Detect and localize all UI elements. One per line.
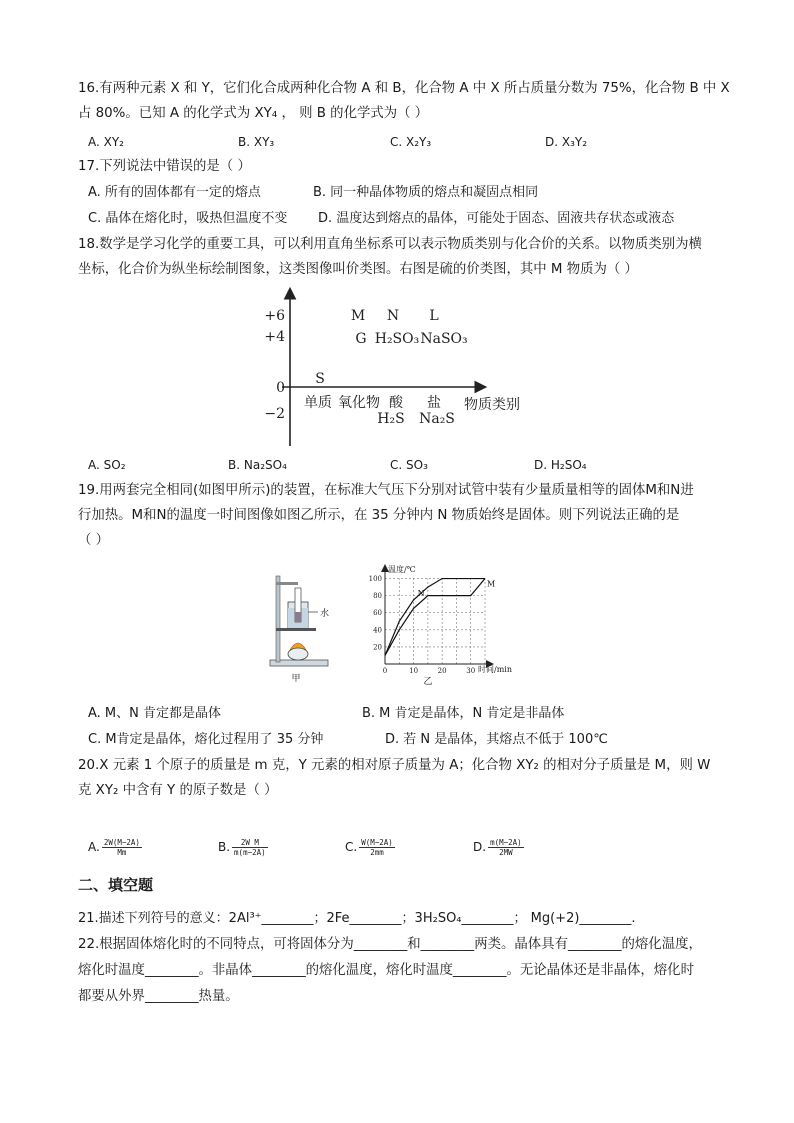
temperature-time-chart xyxy=(360,560,530,688)
x-tick-label: 0 xyxy=(382,667,388,675)
y-tick-plus4: +4 xyxy=(264,329,285,345)
q16-option-b: B. XY₃ xyxy=(238,135,275,149)
x-cat-acid: 酸 xyxy=(389,395,403,411)
chart-ylabel: 温度/℃ xyxy=(388,565,416,574)
y-tick-label: 60 xyxy=(373,609,382,618)
series-line-N xyxy=(385,579,485,656)
sulfur-valence-class-graph xyxy=(262,284,532,450)
x-tick-label: 30 xyxy=(466,667,476,675)
q22-line1: 22.根据固体熔化时的不同特点，可将固体分为________和________两类。晶体具有________的熔化温度， xyxy=(78,937,702,952)
series-line-M xyxy=(385,579,485,656)
q18-line2: 坐标，化合价为纵坐标绘制图象，这类图像叫价类图。右图是硫的价类图，其中 M 物质为（ ） xyxy=(78,262,638,277)
label-G: G xyxy=(355,331,367,347)
q19-option-c: C. M肯定是晶体，熔化过程用了 35 分钟 xyxy=(88,732,324,747)
q18-option-a: A. SO₂ xyxy=(88,458,126,472)
q17-option-b: B. 同一种晶体物质的熔点和凝固点相同 xyxy=(313,185,539,200)
y-tick-minus2: −2 xyxy=(264,406,285,422)
q19-line2: 行加热。M和N的温度一时间图像如图乙所示，在 35 分钟内 N 物质始终是固体。则下列说法正确的是 xyxy=(78,508,680,523)
figure-a-caption: 甲 xyxy=(291,674,301,684)
q22-line2: 熔化时温度________。非晶体________的熔化温度，熔化时温度________。无论晶体还是非晶体，熔化时 xyxy=(78,963,694,978)
label-H2SO3: H₂SO₃ xyxy=(374,331,420,347)
y-tick-0: 0 xyxy=(276,380,285,396)
x-cat-salt: 盐 xyxy=(427,395,441,411)
q17-option-c: C. 晶体在熔化时，吸热但温度不变 xyxy=(88,211,288,226)
figure-b-caption: 乙 xyxy=(423,677,433,687)
water-label: 水 xyxy=(320,609,330,619)
label-N: N xyxy=(386,308,400,324)
q19-option-d: D. 若 N 是晶体，其熔点不低于 100℃ xyxy=(385,732,608,747)
chart-xlabel: 时间/min xyxy=(478,665,512,674)
q20-option-d: D. $\frac{m(M-2A)}{2MW}$ xyxy=(473,838,522,857)
x-cat-elemental: 单质 xyxy=(304,395,332,411)
section-title-fill-in: 二、填空题 xyxy=(78,876,154,894)
y-tick-label: 80 xyxy=(373,592,382,601)
heating-apparatus-figure xyxy=(268,572,340,684)
x-axis-label: 物质类别 xyxy=(464,397,520,413)
q20-option-a: A. $\frac{2W(M-2A)}{Mm}$ xyxy=(88,838,140,857)
x-cat-oxide: 氧化物 xyxy=(338,395,380,411)
q20-line1: 20.X 元素 1 个原子的质量是 m 克，Y 元素的相对原子质量为 A；化合物 XY₂ 的相对分子质量是 M，则 W xyxy=(78,758,711,773)
q19-line3: （ ） xyxy=(78,533,110,548)
q16-line2: 占 80%。已知 A 的化学式为 XY₄ ， 则 B 的化学式为（ ） xyxy=(78,106,429,121)
q19-option-a: A. M、N 肯定都是晶体 xyxy=(88,706,222,721)
q17-option-a: A. 所有的固体都有一定的熔点 xyxy=(88,185,261,200)
label-S: S xyxy=(315,371,325,387)
y-tick-plus6: +6 xyxy=(264,308,285,324)
y-tick-label: 100 xyxy=(368,575,382,584)
q16-option-d: D. X₃Y₂ xyxy=(545,135,588,149)
label-M: M xyxy=(350,308,366,324)
label-L: L xyxy=(429,308,439,324)
q20-option-c: C. $\frac{W(M-2A)}{2mm}$ xyxy=(345,838,393,857)
series-label-N: N xyxy=(417,588,425,598)
x-tick-label: 10 xyxy=(409,667,419,675)
q22-line3: 都要从外界________热量。 xyxy=(78,989,239,1004)
q18-option-b: B. Na₂SO₄ xyxy=(228,458,287,472)
q18-option-d: D. H₂SO₄ xyxy=(534,458,587,472)
y-tick-label: 40 xyxy=(373,626,382,635)
q20-line2: 克 XY₂ 中含有 Y 的原子数是（ ） xyxy=(78,783,278,798)
q18-option-c: C. SO₃ xyxy=(390,458,428,472)
q17-stem: 17.下列说法中错误的是（ ） xyxy=(78,159,251,174)
q16-option-c: C. X₂Y₃ xyxy=(390,135,432,149)
x-tick-label: 20 xyxy=(437,667,447,675)
series-label-M: M xyxy=(487,579,496,589)
q16-option-a: A. XY₂ xyxy=(88,135,124,149)
q21: 21.描述下列符号的意义：2Al³⁺________；2Fe________；3H₂SO₄________； Mg(+2)________. xyxy=(78,911,636,926)
q16-line1: 16.有两种元素 X 和 Y，它们化合成两种化合物 A 和 B，化合物 A 中 X 所占质量分数为 75%，化合物 B 中 X xyxy=(78,81,730,96)
q17-option-d: D. 温度达到熔点的晶体，可能处于固态、固液共存状态或液态 xyxy=(318,211,675,226)
q19-option-b: B. M 肯定是晶体，N 肯定是非晶体 xyxy=(362,706,565,721)
label-NaSO3: NaSO₃ xyxy=(420,331,468,347)
label-H2S: H₂S xyxy=(377,411,405,427)
q18-line1: 18.数学是学习化学的重要工具，可以利用直角坐标系可以表示物质类别与化合价的关系。以物质类别为横 xyxy=(78,237,702,252)
y-tick-label: 20 xyxy=(373,643,382,652)
label-Na2S: Na₂S xyxy=(419,411,455,427)
q20-option-b: B. $\frac{\text{2W M}}{m(m-2A)}$ xyxy=(218,838,266,857)
q19-line1: 19.用两套完全相同(如图甲所示)的装置，在标准大气压下分别对试管中装有少量质量相等的固体M和N进 xyxy=(78,483,694,498)
